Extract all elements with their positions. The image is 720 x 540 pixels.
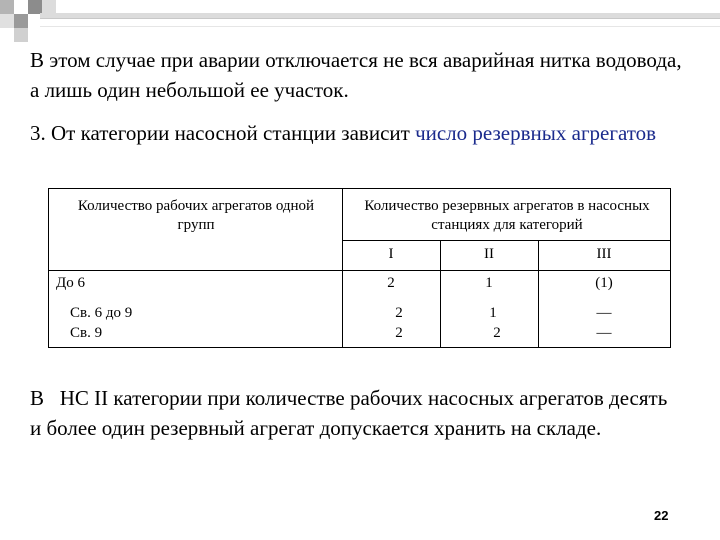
table-cell: 2 xyxy=(395,325,403,341)
header-working-units: Количество рабочих агрегатов одной групп xyxy=(77,198,315,233)
table-cell: 2 xyxy=(395,305,403,321)
table-cell: 2 xyxy=(387,275,395,291)
paragraph-storage-note: В НС II категории при количестве рабочих насосных агрегатов десять и более один резервный агрегат допускается хранить на складе. xyxy=(30,386,673,440)
reserve-units-table xyxy=(48,188,671,348)
paragraph-point-3-text: 3. От категории насосной станции зависит xyxy=(30,121,416,145)
decorative-checker-squares xyxy=(0,0,60,40)
row-label: Св. 9 xyxy=(70,325,103,341)
category-header: II xyxy=(484,246,494,262)
row-label: Св. 6 до 9 xyxy=(70,305,133,321)
table-border-right xyxy=(670,188,671,348)
header-bar xyxy=(40,13,720,19)
table-cell: — xyxy=(596,325,612,341)
page-number: 22 xyxy=(654,508,669,523)
category-header: I xyxy=(388,246,394,262)
table-cell: 1 xyxy=(485,275,493,291)
paragraph-intro: В этом случае при аварии отключается не вся аварийная нитка водовода, а лишь один небольшой ее участок. xyxy=(30,48,682,102)
category-header: III xyxy=(596,246,612,262)
table-column-divider xyxy=(342,188,343,348)
row-label: До 6 xyxy=(56,275,85,291)
table-header-line xyxy=(48,270,671,271)
header-divider xyxy=(40,26,720,27)
table-border-top xyxy=(48,188,671,189)
table-cell: — xyxy=(596,305,612,321)
table-border-left xyxy=(48,188,49,348)
header-reserve-units: Количество резервных агрегатов в насосных станциях для категорий xyxy=(364,198,650,233)
table-subheader-line xyxy=(342,240,671,241)
table-cell: 2 xyxy=(493,325,501,341)
table-cell: (1) xyxy=(595,275,613,291)
paragraph-point-3 xyxy=(30,118,670,148)
table-cell: 1 xyxy=(489,305,497,321)
table-border-bottom xyxy=(48,347,671,348)
highlighted-phrase: число резервных агрегатов xyxy=(415,121,657,145)
